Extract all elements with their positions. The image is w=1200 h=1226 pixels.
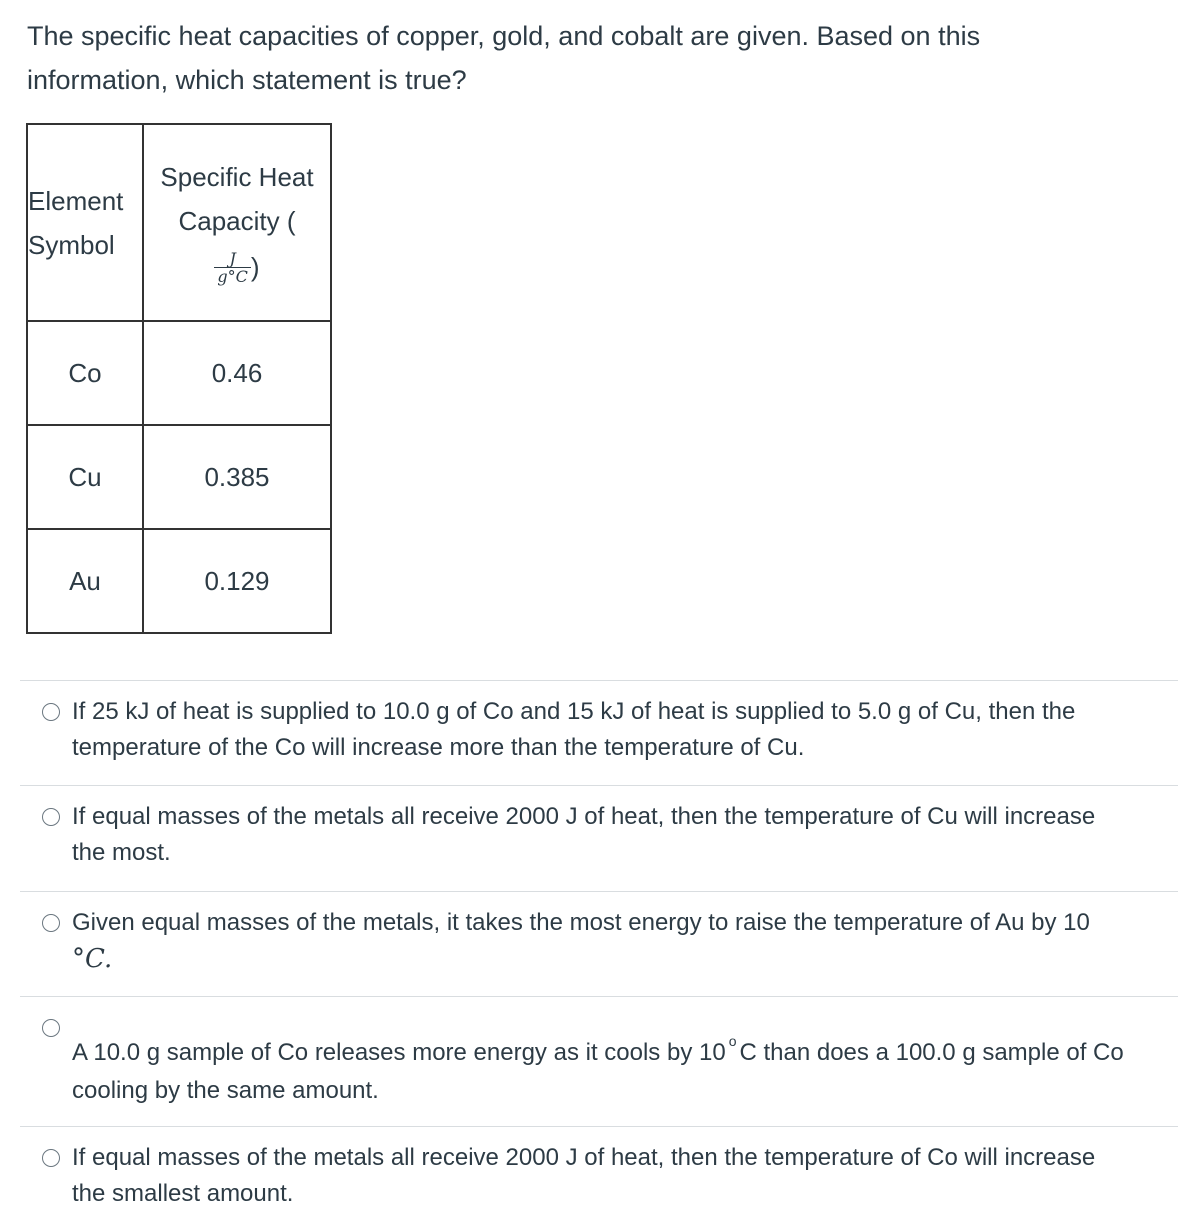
answer-option-4[interactable] xyxy=(20,996,1178,1126)
radio-button[interactable] xyxy=(42,1149,60,1167)
unit-denominator: g°C xyxy=(217,267,248,287)
answer-options xyxy=(20,680,1178,1226)
option-text xyxy=(72,799,1170,871)
unit-numerator: J xyxy=(214,250,250,268)
radio-button[interactable] xyxy=(42,1019,60,1037)
radio-button[interactable] xyxy=(42,703,60,721)
unit-fraction xyxy=(214,250,250,285)
heat-capacity-cell: 0.129 xyxy=(143,529,331,633)
header-unit xyxy=(144,243,330,289)
table-row xyxy=(27,529,331,633)
header-element-symbol xyxy=(27,124,143,321)
header-element-line-2: Symbol xyxy=(28,229,115,260)
option-text xyxy=(72,1140,1170,1212)
option-line-1: If 25 kJ of heat is supplied to 10.0 g of Co and 15 kJ of heat is supplied to 5.0 g of Cu, then the xyxy=(72,698,1076,725)
option-text xyxy=(72,1035,1170,1109)
degree-symbol: o xyxy=(728,1033,737,1049)
answer-option-1[interactable] xyxy=(20,680,1178,785)
table-row xyxy=(27,425,331,529)
answer-option-3[interactable] xyxy=(20,891,1178,996)
table-header-row xyxy=(27,124,331,321)
option-line-1: If equal masses of the metals all receive 2000 J of heat, then the temperature of Co will increase xyxy=(72,1144,1096,1171)
radio-button[interactable] xyxy=(42,914,60,932)
unit-close-paren: ) xyxy=(250,252,260,283)
element-symbol-cell: Au xyxy=(27,529,143,633)
heat-capacity-cell: 0.385 xyxy=(143,425,331,529)
header-heat-line-1: Specific Heat xyxy=(160,162,314,193)
option-line-2: cooling by the same amount. xyxy=(72,1077,379,1104)
option-line-1b: C than does a 100.0 g sample of Co xyxy=(739,1039,1124,1066)
option-line-2: temperature of the Co will increase more than the temperature of Cu. xyxy=(72,734,805,761)
table-row xyxy=(27,321,331,425)
option-text xyxy=(72,905,1170,977)
option-text xyxy=(72,694,1170,766)
option-line-1 xyxy=(72,1035,1170,1073)
option-line-1: Given equal masses of the metals, it takes the most energy to raise the temperature of Au by 10 xyxy=(72,909,1090,936)
question-text xyxy=(27,14,1177,102)
question-line-1: The specific heat capacities of copper, gold, and cobalt are given. Based on this xyxy=(27,21,981,51)
header-element-line-1: Element xyxy=(28,185,124,216)
element-symbol-cell: Co xyxy=(27,321,143,425)
header-specific-heat xyxy=(143,124,331,321)
option-line-1: If equal masses of the metals all receive 2000 J of heat, then the temperature of Cu will increase xyxy=(72,803,1096,830)
option-line-1a: A 10.0 g sample of Co releases more energy as it cools by 10 xyxy=(72,1039,726,1066)
answer-option-2[interactable] xyxy=(20,785,1178,891)
question-line-2: information, which statement is true? xyxy=(27,65,467,95)
option-line-2: the most. xyxy=(72,839,171,866)
option-line-2: °C. xyxy=(72,944,113,974)
element-symbol-cell: Cu xyxy=(27,425,143,529)
radio-button[interactable] xyxy=(42,808,60,826)
header-heat-line-2: Capacity ( xyxy=(178,206,296,237)
option-line-2: the smallest amount. xyxy=(72,1180,294,1207)
heat-capacity-cell: 0.46 xyxy=(143,321,331,425)
specific-heat-table xyxy=(26,123,332,634)
answer-option-5[interactable] xyxy=(20,1126,1178,1226)
